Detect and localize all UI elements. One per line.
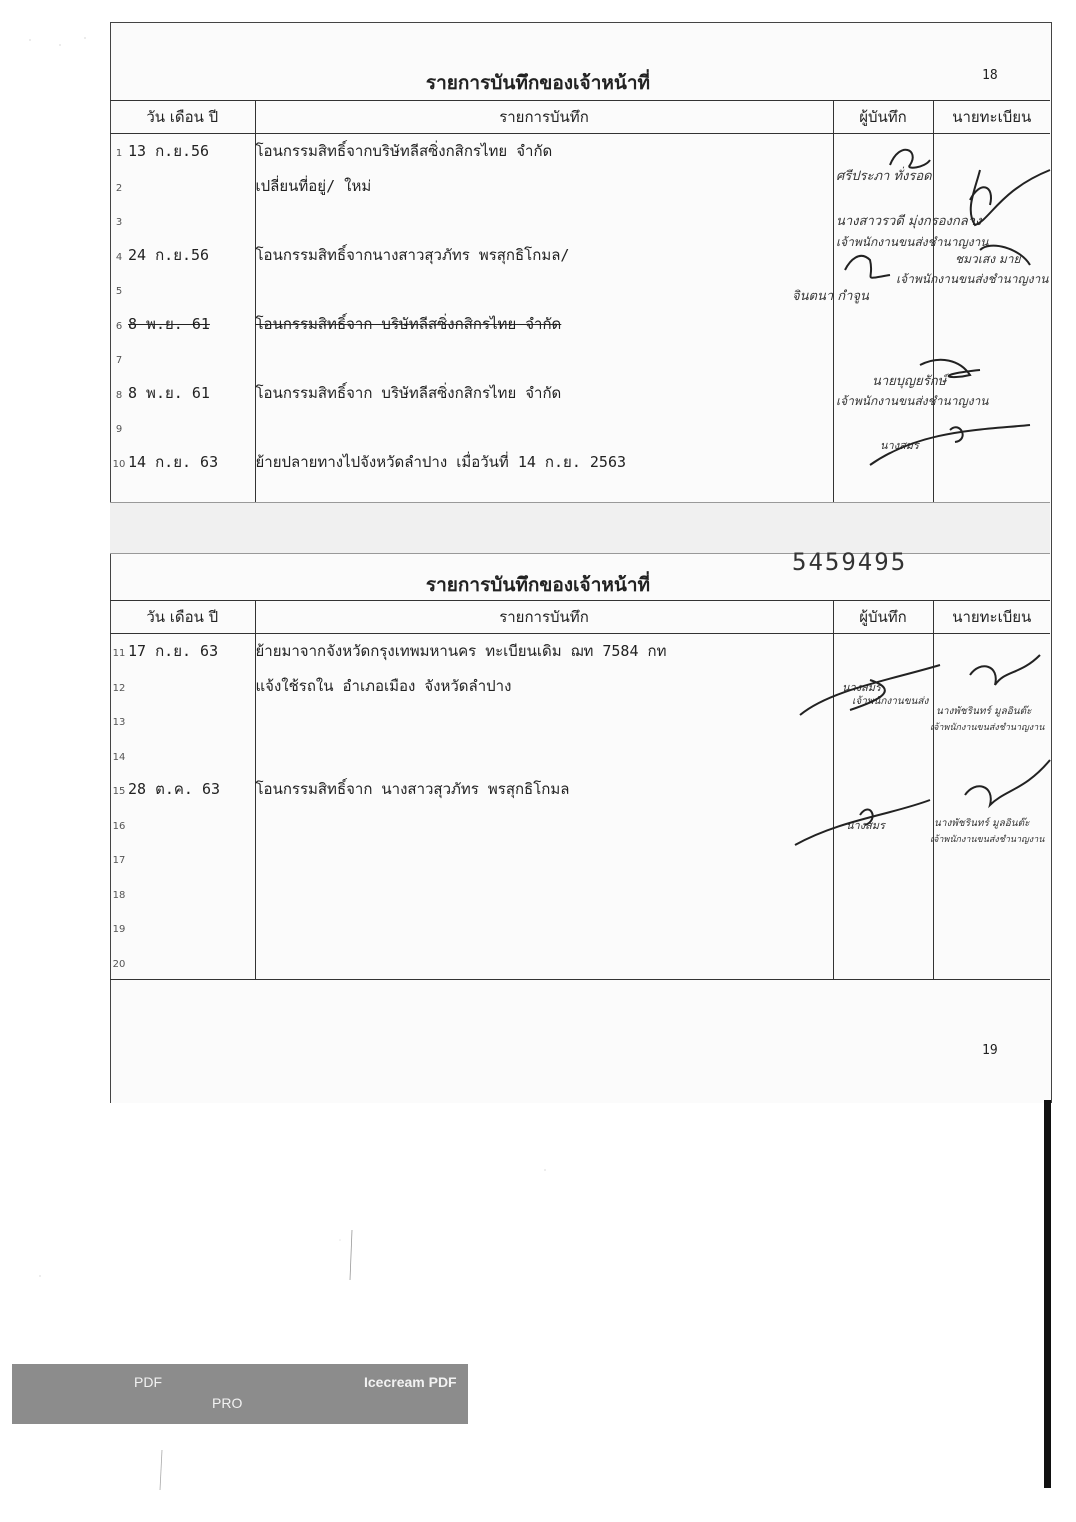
entry-date-cell: [110, 703, 255, 738]
watermark-brand-label: Icecream PDF: [364, 1374, 457, 1390]
header-entry: รายการบันทึก: [255, 101, 833, 134]
registrar-cell: [933, 910, 1050, 945]
line-number: 19: [112, 924, 126, 936]
recorder-signature-title: เจ้าพนักงานขนส่งชำนาญงาน: [836, 394, 989, 408]
entry-date-cell: [110, 445, 255, 480]
entry-date: 8 พ.ย. 61: [128, 314, 210, 333]
line-number: 17: [112, 855, 126, 867]
registrar-signature-title: เจ้าพนักงานขนส่งชำนาญงาน: [930, 835, 1045, 845]
page-break-strip: [110, 502, 1050, 554]
entry-text: โอนกรรมสิทธิ์จาก บริษัทลีสซิ่งกสิกรไทย จำกัด: [255, 307, 833, 342]
line-number: 18: [112, 889, 126, 901]
entry-date-cell: [110, 634, 255, 669]
entry-date-cell: [110, 738, 255, 773]
recorder-signature-name: นางสมร: [880, 439, 919, 452]
line-number: 3: [115, 217, 123, 229]
table-row: [110, 945, 1050, 980]
watermark-pdf-label: PDF: [134, 1374, 162, 1390]
sheet-19-page-number: 19: [982, 1043, 998, 1058]
entry-date: 28 ต.ค. 63: [128, 780, 221, 799]
line-number: 4: [115, 251, 123, 263]
entry-text: [255, 841, 833, 876]
entry-date-cell: [110, 772, 255, 807]
line-number: 7: [115, 355, 123, 367]
recorder-signature-name: นางสาวรวดี มุ่งกรองกลาง: [836, 214, 982, 229]
header-date: วัน เดือน ปี: [110, 601, 255, 634]
header-recorder: ผู้บันทึก: [833, 101, 933, 134]
header-registrar: นายทะเบียน: [933, 101, 1050, 134]
vehicle-serial-number: 5459495: [792, 548, 908, 576]
sheet-18-page-number: 18: [982, 68, 998, 83]
registrar-signature-title: เจ้าพนักงานขนส่งชำนาญงาน: [930, 723, 1045, 733]
recorder-signature-name: นางสมร: [842, 681, 881, 694]
header-registrar: นายทะเบียน: [933, 601, 1050, 634]
registrar-signature-name: นางพัชรินทร์ มูลอินต๊ะ: [934, 818, 1030, 829]
entry-text: [255, 876, 833, 911]
entry-text: โอนกรรมสิทธิ์จาก บริษัทลีสซิ่งกสิกรไทย จำกัด: [255, 376, 833, 411]
signature-scribbles: [830, 130, 1060, 490]
entry-date-cell: [110, 272, 255, 307]
registrar-signature-name: ชมวเสง มาย: [955, 252, 1021, 266]
line-number: 8: [115, 389, 123, 401]
entry-text: โอนกรรมสิทธิ์จาก นางสาวสุวภัทร พรสุกธิโกมล: [255, 772, 833, 807]
recorder-signature-title: เจ้าพนักงานขนส่งชำนาญงาน: [836, 235, 989, 249]
entry-text: [255, 945, 833, 980]
entry-date-cell: [110, 841, 255, 876]
entry-date-cell: [110, 307, 255, 342]
entry-date-cell: [110, 876, 255, 911]
entry-text: โอนกรรมสิทธิ์จากบริษัทลีสซิ่งกสิกรไทย จำกัด: [255, 134, 833, 169]
entry-text: [255, 203, 833, 238]
entry-date-cell: [110, 203, 255, 238]
recorder-cell: [833, 910, 933, 945]
line-number: 16: [112, 820, 126, 832]
recorder-signature-name: นางสมร: [846, 819, 885, 832]
entry-date-cell: [110, 238, 255, 273]
recorder-signature-name: ศรีประภา ทั่งรอด: [836, 169, 932, 184]
entry-text: [255, 703, 833, 738]
entry-date-cell: [110, 910, 255, 945]
entry-date-cell: [110, 945, 255, 980]
registrar-cell: [933, 945, 1050, 980]
recorder-cell: [833, 876, 933, 911]
entry-text: เปลี่ยนที่อยู่/ ใหม่: [255, 169, 833, 204]
entry-date-cell: [110, 410, 255, 445]
line-number: 14: [112, 751, 126, 763]
header-recorder: ผู้บันทึก: [833, 601, 933, 634]
line-number: 1: [115, 148, 123, 160]
line-number: 13: [112, 717, 126, 729]
line-number: 6: [115, 320, 123, 332]
entry-date-cell: [110, 341, 255, 376]
line-number: 2: [115, 182, 123, 194]
entry-date-cell: [110, 134, 255, 169]
entry-text: โอนกรรมสิทธิ์จากนางสาวสุวภัทร พรสุกธิโกมล/: [255, 238, 833, 273]
registrar-signature-name: นางพัชรินทร์ มูลอินต๊ะ: [936, 706, 1032, 717]
entry-text: [255, 807, 833, 842]
sheet-18-title: รายการบันทึกของเจ้าหน้าที่: [425, 72, 651, 94]
entry-text: ย้ายปลายทางไปจังหวัดลำปาง เมื่อวันที่ 14 ก.ย. 2563: [255, 445, 833, 480]
line-number: 11: [112, 648, 126, 660]
entry-text: [255, 910, 833, 945]
entry-date-cell: [110, 169, 255, 204]
entry-date-cell: [110, 376, 255, 411]
signature-scribbles: [790, 650, 1060, 870]
table-row: [110, 876, 1050, 911]
icecream-pdf-watermark: [12, 1364, 468, 1424]
table-row: [110, 910, 1050, 945]
line-number: 10: [112, 458, 126, 470]
entry-text: [255, 341, 833, 376]
line-number: 12: [112, 682, 126, 694]
recorder-signature-name: นายบุญยรักษ์: [872, 374, 947, 389]
entry-date: 14 ก.ย. 63: [128, 452, 219, 471]
recorder-signature-name: จินตนา กำจูน: [792, 289, 869, 304]
recorder-cell: [833, 945, 933, 980]
line-number: 5: [115, 286, 123, 298]
registrar-cell: [933, 876, 1050, 911]
entry-text: [255, 410, 833, 445]
recorder-signature-title: เจ้าพนักงานขนส่ง: [852, 696, 929, 707]
entry-text: [255, 738, 833, 773]
sheet-19-title: รายการบันทึกของเจ้าหน้าที่: [425, 574, 651, 596]
entry-date-cell: [110, 807, 255, 842]
line-number: 9: [115, 424, 123, 436]
scan-edge-bar: [1044, 1100, 1051, 1488]
entry-date: 13 ก.ย.56: [128, 142, 210, 161]
entry-text: แจ้งใช้รถใน อำเภอเมือง จังหวัดลำปาง: [255, 669, 833, 704]
entry-date-cell: [110, 669, 255, 704]
watermark-pro-label: PRO: [212, 1395, 243, 1411]
header-entry: รายการบันทึก: [255, 601, 833, 634]
entry-date: 17 ก.ย. 63: [128, 642, 219, 661]
header-date: วัน เดือน ปี: [110, 101, 255, 134]
entry-text: [255, 272, 833, 307]
entry-date: 24 ก.ย.56: [128, 245, 210, 264]
line-number: 20: [112, 958, 126, 970]
entry-text: ย้ายมาจากจังหวัดกรุงเทพมหานคร ทะเบียนเดิม ฌท 7584 กท: [255, 634, 833, 669]
entry-date: 8 พ.ย. 61: [128, 383, 210, 402]
line-number: 15: [112, 786, 126, 798]
registrar-signature-title: เจ้าพนักงานขนส่งชำนาญงาน: [896, 272, 1049, 286]
